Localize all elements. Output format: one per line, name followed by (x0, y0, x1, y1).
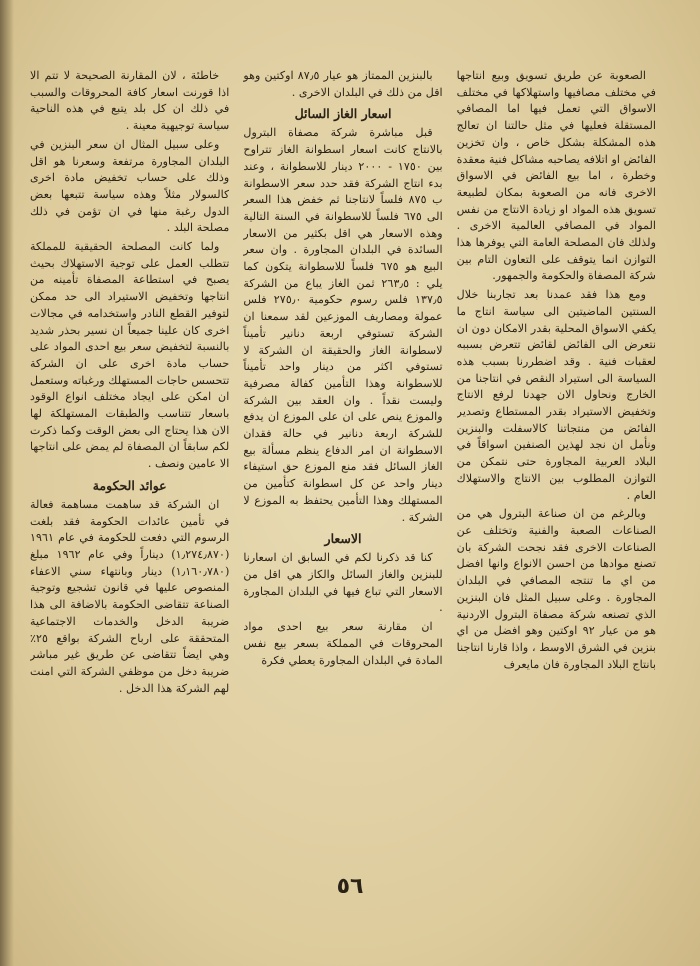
page-binding-edge (0, 0, 14, 966)
section-heading-prices: الاسعار (324, 531, 362, 547)
paragraph: بالبنزين الممتاز هو عيار ٨٧٫٥ اوكتين وهو اقل من ذلك في البلدان الاخرى . (243, 69, 443, 99)
paragraph: وبالرغم من ان صناعة البترول هي من الصناعات الصعبة والفنية وتختلف عن الصناعات الاخرى فقد نجحت الشركة بان تصنع موادها من احسن الانواع وانها افضل من اي ما تنتجه المصافي في البلدان المجاورة . وعلى سبيل المثل فان البنزين الذي تصنعه شركة مصفاة البترول الاردنية هو من عيار ٩٢ اوكتين وهو افضل من اي بنزين في الشرق الاوسط ، واذا قارنا انتاجنا بانتاج البلاد المجاورة فان مايعرف (456, 507, 656, 671)
paragraph: الصعوبة عن طريق تسويق وبيع انتاجها في مختلف مصافيها واستهلاكها في مختلف الاسواق التي تعمل فيها اما المصافي المستقلة فعليها في مثل حالتنا ان تعالج هذه المشكلة بشكل خاص ، وان تخزين الفائض او اتلافه يصاحبه مشاكل فنية معقدة وخطرة ، اما بيع الفائض في الاسواق الاخرى فانه من الصعوبة بمكان لطبيعة تسويق هذه المواد او زيادة الانتاج من نفس المواد في المصافي العالمية الاخرى . ولذلك فان المصلحة العامة التي يوفرها هذا التوازن انما يتوقف على التعاون التام بين شركة المصفاة والحكومة والجمهور. (456, 69, 656, 283)
paragraph: ولما كانت المصلحة الحقيقية للمملكة تتطلب العمل على توجية الاستهلاك بحيث يصبح في استطاعة المصفاة تأمينه من انتاجها وتخفيض الاستيراد الى حد ممكن لتوفير القطع النادر واستخدامه في مجالات اخرى كان علينا جميعاً ان نسير بحذر شديد بالنسبة لتخفيض سعر بيع احدى المواد على حساب مادة اخرى على ان الشركة تتحسس حاجات المستهلك ورغباته وستعمل ان امكن على ايجاد مختلف انواع الوقود باسعار تتناسب والطبقات المستهلكة لها الان هذا يحتاج الى بعض الوقت وكما ذكرت لكم سابقاً ان المصفاة لم يمض على انتاجها الا عامين ونصف . (30, 240, 230, 471)
section-heading-gas-prices: اسعار الغاز السائل (294, 106, 392, 122)
paragraph: خاطئة ، لان المقارنة الصحيحة لا تتم الا اذا قورنت اسعار كافة المحروقات والسبب في ذلك ان كل بلد يتبع في هذه الناحية سياسة توجيهية معينة . (30, 69, 230, 133)
paragraph: ان الشركة قد ساهمت مساهمة فعالة في تأمين عائدات الحكومة فقد بلغت الرسوم التي دفعت للحكومة في عام ١٩٦١ (١٫٢٧٤٫٨٧٠) ديناراً وفي عام ١٩٦٢ مبلغ (١٫١٦٠٫٧٨٠) دينار وبانتهاء سني الاعفاء المنصوص عليها في قانون تشجيع وتوجية الصناعة تتقاضى الحكومة بالاضافة الى هذا ضريبة الدخل والخدمات الاجتماعية المتحققة على ارباح الشركة بواقع ٢٥٪ وهي ايضاً تتقاضى عن طريق غير مباشر ضريبة دخل من موظفي الشركة التي امنت لهم الشركة هذا الدخل . (30, 497, 230, 695)
text-columns (30, 68, 656, 858)
column-right (457, 68, 656, 858)
paragraph: كنا قد ذكرنا لكم في السابق ان اسعارنا للبنزين والغاز السائل والكاز هي اقل من الاسعار التي تباع فيها في البلدان المجاورة . (243, 551, 443, 615)
section-heading-government-revenue: عوائد الحكومة (92, 477, 167, 493)
column-left (30, 68, 229, 858)
paragraph: ومع هذا فقد عمدنا بعد تجاربنا خلال السنتين الماضيتين الى سياسة انتاج ما يكفي الاسواق المحلية بقدر الامكان دون ان نتعرض الى الفائض لقائض تتعرض بسببه لعقبات فنية . وقد اضطررنا بسبب هذه السياسة الى استيراد النقص في انتاجنا من الخارج ونحاول الان جهدنا لرفع الانتاج وتخفيض الاستيراد بقدر المستطاع وتصدير الفائض من منتجاتنا كالاسفلت والبنزين ونأمل ان نجد لهذين الصنفين اسواقاً في البلاد العربية المجاورة حتى نتمكن من التوازن المطلوب بين الانتاج والاستهلاك العام . (456, 288, 656, 502)
paragraph: قبل مباشرة شركة مصفاة البترول بالانتاج كانت اسعار اسطوانة الغاز تتراوح بين ١٧٥٠ - ٢٠٠٠ دينار للاسطوانة ، وعند بدء انتاج الشركة فقد حدد سعر الاسطوانة ب ٨٧٥ فلساً لانتاجنا ثم خفض هذا السعر الى ٦٧٥ فلساً للاسطوانة في السنة التالية وهذه الاسعار هي اقل بكثير من الاسعار السائدة في البلدان المجاورة . وان سعر البيع هو ٦٧٥ فلساً للاسطوانة يتكون كما يلي : ٢٦٣٫٥ ثمن الغاز يباع من الشركة ١٣٧٫٥ فلس رسوم حكومية ٢٧٥٫٠ فلس عمولة ومصاريف الموزعين لقد سمعنا ان الشركة تستوفي اربعة دنانير تأميناً لاسطوانة الغاز والحقيقة ان الشركة لا تستوفي اكثر من دينار واحد تأميناً للاسطوانة وهذا التأمين كفالة مصرفية وليست نقداً . وان العقد بين الشركة والموزع ينص على ان على الموزع ان يدفع للشركة اربعة دنانير في حالة فقدان الاسطوانة ان امر الدفاع ينظم مسألة بيع الغاز السائل فقد منع الموزع حق استيفاء دينار واحد عن كل اسطوانة كتأمين من المستهلك وهذا التأمين يحتفظ به الموزع لا الشركة . (243, 126, 443, 524)
column-middle (243, 68, 442, 858)
page-number: ٥٦ (336, 874, 364, 899)
paragraph: ان مقارنة سعر بيع احدى مواد المحروقات في المملكة بسعر بيع نفس المادة في البلدان المجاورة يعطي فكرة (243, 620, 443, 667)
paragraph: وعلى سبيل المثال ان سعر البنزين في البلدان المجاورة مرتفعة وسعرنا هو اقل وذلك على حساب تخفيض مادة اخرى كالسولار مثلاً وهذه سياسة تتبعها بعض الدول رغبة منها في ان تؤمن في ذلك مصلحة البلد . (30, 137, 230, 235)
